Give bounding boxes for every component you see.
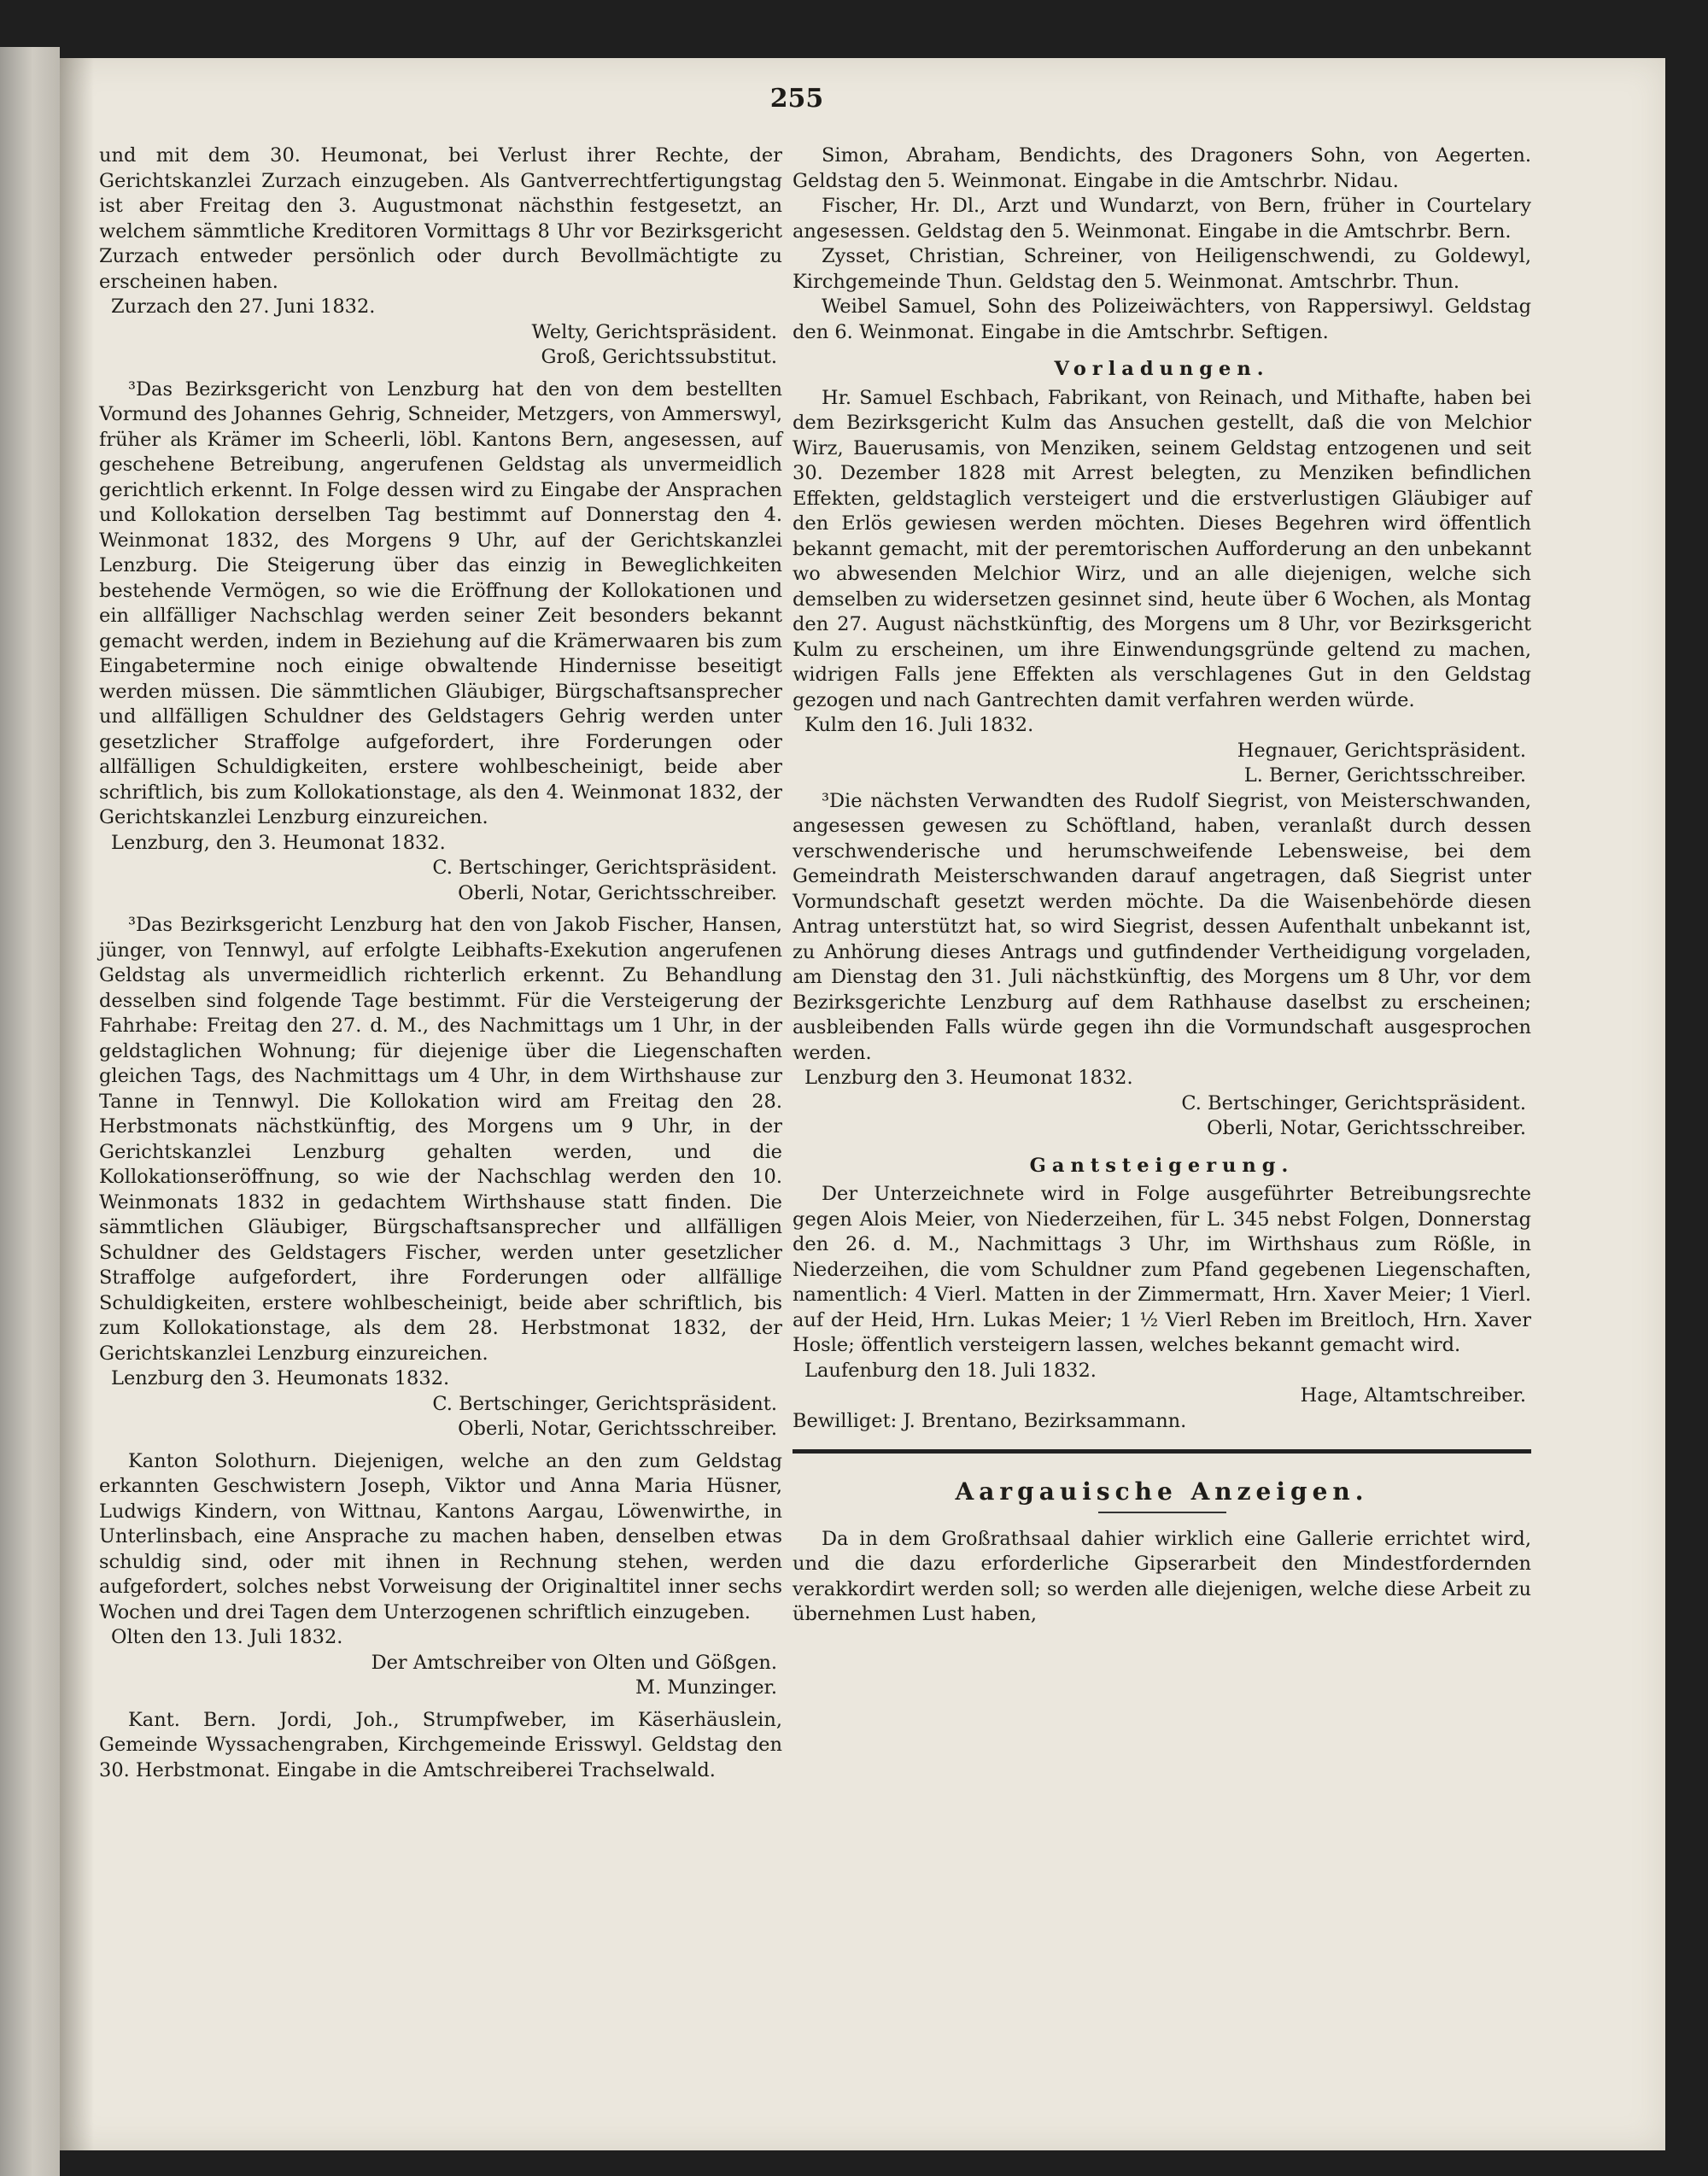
notice-gehrig-body: ³Das Bezirksgericht von Lenzburg hat den von dem bestellten Vormund des Johannes Gehrig, Schneider, Metzgers, von Ammerswyl, früher als Krämer im Scheerli, löbl. Kantons Bern, angesessen, auf geschehene Betreibung, angerufenen Geldstag als unvermeidlich gerichtlich erkennt. In Folge dessen wird zu Eingabe der Ansprachen und Kollokation derselben Tag bestimmt auf Donnerstag den 4. Weinmonat 1832, des Morgens 9 Uhr, auf der Gerichtskanzlei Lenzburg. Die Steigerung über das einzig in Beweglichkeiten bestehende Vermögen, so wie die Eröffnung der Kollokationen und ein allfälliger Nachschlag werden seiner Zeit besonders bekannt gemacht werden, indem in Beziehung auf die Krämerwaaren bis zum Eingabetermine noch einige obwaltende Hindernisse beseitigt werden müssen. Die sämmtlichen Gläubiger, Bürgschaftsansprecher und allfälligen Schuldner des Geldstagers Gehrig werden unter gesetzlicher Straffolge aufgefordert, ihre Forderungen oder allfälligen Schuldigkeiten, erstere wohlbescheinigt, beide aber schriftlich, bis zum Kollokationstage, als den 4. Weinmonat 1832, der Gerichtskanzlei Lenzburg einzureichen. [99, 377, 782, 828]
section-title-underline [1098, 1512, 1226, 1513]
page-fold-shadow [60, 58, 94, 2150]
notice-eschbach-body: Hr. Samuel Eschbach, Fabrikant, von Reinach, und Mithafte, haben bei dem Bezirksgericht Kulm das Ansuchen gestellt, daß die von Melchior Wirz, Bauerusamis, von Menziken, seinem Geldstag entzogenen und seit 30. Dezember 1828 mit Arrest belegten, zu Menziken befindlichen Effekten, geldstaglich versteigert und die erstverlustigen Gläubiger auf den Erlös gewiesen werden möchten. Dieses Begehren wird öffentlich bekannt gemacht, mit der peremtorischen Aufforderung an den unbekannt wo abwesenden Melchior Wirz, und an alle diejenigen, welche sich demselben zu widersetzen gesinnet sind, heute über 6 Wochen, als Montag den 27. August nächstkünftig, des Morgens um 8 Uhr, vor Bezirksgericht Kulm zu erscheinen, um ihre Einwendungsgründe geltend zu machen, widrigen Falls jene Effekten als verschlagenes Gut in den Geldstag gezogen und nach Gantrechten damit verfahren werden würde. [793, 386, 1531, 711]
notice-zurzach-body: und mit dem 30. Heumonat, bei Verlust ihrer Rechte, der Gerichtskanzlei Zurzach einzugeben. Als Gantverrechtfertigungstag ist aber Freitag den 3. Augustmonat nächsthin festgesetzt, an welchem sämmtliche Kreditoren Vormittags 8 Uhr vor Bezirksgericht Zurzach entweder persönlich oder durch Bevollmächtigte zu erscheinen haben. [99, 144, 782, 293]
dateline-zurzach: Zurzach den 27. Juni 1832. [111, 295, 376, 318]
signature-gross: Groß, Gerichtssubstitut. [541, 346, 777, 368]
notice-fischer-body: ³Das Bezirksgericht Lenzburg hat den von Jakob Fischer, Hansen, jünger, von Tennwyl, auf erfolgte Leibhafts-Exekution angerufenen Geldstag als unvermeidlich richterlich erkennt. Zu Behandlung desselben sind folgende Tage bestimmt. Für die Versteigerung der Fahrhabe: Freitag den 27. d. M., des Nachmittags um 1 Uhr, in der geldstaglichen Wohnung; für diejenige über die Liegenschaften gleichen Tags, des Nachmittags um 4 Uhr, in dem Wirthshause zur Tanne in Tennwyl. Die Kollokation wird am Freitag den 28. Herbstmonats nächstkünftig, des Morgens um 9 Uhr, in der Gerichtskanzlei Lenzburg gehalten werden, und die Kollokationseröffnung, so wie der Nachschlag werden den 10. Weinmonats 1832 in gedachtem Wirthshause statt finden. Die sämmtlichen Gläubiger, Bürgschaftsansprecher und allfälligen Schuldner des Geldstagers Fischer, werden unter gesetzlicher Straffolge aufgefordert, ihre Forderungen oder allfällige Schuldigkeiten, erstere wohlbescheinigt, beide aber schriftlich, bis zum Kollokationstage, als dem 28. Herbstmonat 1832, der Gerichtskanzlei Lenzburg einzureichen. [99, 914, 782, 1365]
notice-zysset: Zysset, Christian, Schreiner, von Heiligenschwendi, zu Goldewyl, Kirchgemeinde Thun. Geldstag den 5. Weinmonat. Amtschrbr. Thun. [793, 245, 1531, 293]
notice-solothurn-body: Kanton Solothurn. Diejenigen, welche an den zum Geldstag erkannten Geschwistern Joseph, Viktor und Anna Maria Hüsner, Ludwigs Kindern, von Wittnau, Kantons Aargau, Löwenwirthe, in Unterlinsbach, eine Ansprache zu machen haben, denselben etwas schuldig sind, oder mit ihnen in Rechnung stehen, werden aufgefordert, solches nebst Vorweisung der Originaltitel inner sechs Wochen und drei Tagen dem Unterzogenen schriftlich einzugeben. [99, 1449, 782, 1623]
signature-berner: L. Berner, Gerichtsschreiber. [1243, 764, 1526, 787]
notice-meier-body: Der Unterzeichnete wird in Folge ausgeführter Betreibungsrechte gegen Alois Meier, von Niederzeihen, für L. 345 nebst Folgen, Donnerstag den 26. d. M., Nachmittags 3 Uhr, im Wirthshaus zum Rößle, in Niederzeihen, die vom Schuldner zum Pfand gegebenen Liegenschaften, namentlich: 4 Vierl. Matten in der Zimmermatt, Hrn. Xaver Meier; 1 Vierl. auf der Heid, Hrn. Lukas Meier; 1 ½ Vierl Reben im Breitloch, Hrn. Xaver Hosle; öffentlich versteigern lassen, welches bekannt gemacht wird. [793, 1183, 1531, 1356]
section-divider [793, 1449, 1531, 1454]
dateline-lenzburg-1: Lenzburg, den 3. Heumonat 1832. [111, 831, 446, 854]
signature-hage: Hage, Altamtschreiber. [1300, 1384, 1526, 1407]
previous-page-edge [0, 47, 60, 2176]
notice-weibel: Weibel Samuel, Sohn des Polizeiwächters, von Rappersiwyl. Geldstag den 6. Weinmonat. Eingabe in die Amtschrbr. Seftigen. [793, 295, 1531, 343]
notice-simon: Simon, Abraham, Bendichts, des Dragoners Sohn, von Aegerten. Geldstag den 5. Weinmonat. Eingabe in die Amtschrbr. Nidau. [793, 144, 1531, 192]
section-title-aargauische-anzeigen: Aargauische Anzeigen. [955, 1477, 1369, 1506]
signature-hegnauer: Hegnauer, Gerichtspräsident. [1237, 739, 1526, 762]
page-number: 255 [769, 84, 824, 114]
notice-bern-jordi: Kant. Bern. Jordi, Joh., Strumpfweber, im Käserhäuslein, Gemeinde Wyssachengraben, Kirchgemeinde Erisswyl. Geldstag den 30. Herbstmonat. Eingabe in die Amtschreiberei Trachselwald. [99, 1708, 782, 1781]
signature-welty: Welty, Gerichtspräsident. [531, 320, 777, 343]
notice-siegrist-body: ³Die nächsten Verwandten des Rudolf Siegrist, von Meisterschwanden, angesessen gewesen zu Schöftland, haben, veranlaßt durch dessen verschwenderische und herumschweifende Lebensweise, bei dem Gemeindrath Meisterschwanden darauf angetragen, daß Siegrist unter Vormundschaft gesetzt werden möchte. Da die Waisenbehörde diesen Antrag unterstützt hat, so wird Siegrist, dessen Aufenthalt unbekannt ist, zu Anhörung dieses Antrags und gutfindender Vertheidigung vorgeladen, am Dienstag den 31. Juli nächstkünftig, des Morgens um 8 Uhr, vor dem Bezirksgerichte Lenzburg auf dem Rathhause daselbst zu erscheinen; ausbleibenden Falls würde gegen ihn die Vormundschaft ausgesprochen werden. [793, 789, 1531, 1064]
notice-gallerie-body: Da in dem Großrathsaal dahier wirklich eine Gallerie errichtet wird, und die dazu erforderliche Gipserarbeit den Mindestfordernden verakkordirt werden soll; so werden alle diejenigen, welche diese Arbeit zu übernehmen Lust haben, [793, 1527, 1531, 1625]
approval-brentano: Bewilliget: J. Brentano, Bezirksammann. [793, 1409, 1187, 1432]
signature-bertschinger-1: C. Bertschinger, Gerichtspräsident. [432, 857, 777, 879]
signature-oberli-2: Oberli, Notar, Gerichtsschreiber. [458, 1418, 777, 1440]
left-column [99, 143, 782, 1783]
dateline-laufenburg: Laufenburg den 18. Juli 1832. [804, 1359, 1097, 1382]
right-column [793, 143, 1531, 1628]
dateline-kulm: Kulm den 16. Juli 1832. [804, 714, 1034, 736]
dateline-lenzburg-3: Lenzburg den 3. Heumonat 1832. [804, 1067, 1133, 1089]
signature-oberli-1: Oberli, Notar, Gerichtsschreiber. [458, 881, 777, 904]
dateline-lenzburg-2: Lenzburg den 3. Heumonats 1832. [111, 1367, 450, 1389]
dateline-olten: Olten den 13. Juli 1832. [111, 1626, 343, 1648]
signature-amtschreiber-olten: Der Amtschreiber von Olten und Gößgen. [371, 1651, 777, 1674]
signature-munzinger: M. Munzinger. [635, 1676, 777, 1699]
heading-vorladungen: Vorladungen. [1054, 358, 1270, 380]
signature-oberli-3: Oberli, Notar, Gerichtsschreiber. [1207, 1117, 1526, 1139]
heading-gantsteigerung: Gantsteigerung. [1029, 1154, 1295, 1177]
signature-bertschinger-2: C. Bertschinger, Gerichtspräsident. [432, 1392, 777, 1415]
notice-fischer-arzt: Fischer, Hr. Dl., Arzt und Wundarzt, von Bern, früher in Courtelary angesessen. Geldstag den 5. Weinmonat. Eingabe in die Amtschrbr. Bern. [793, 195, 1531, 243]
signature-bertschinger-3: C. Bertschinger, Gerichtspräsident. [1181, 1091, 1526, 1114]
